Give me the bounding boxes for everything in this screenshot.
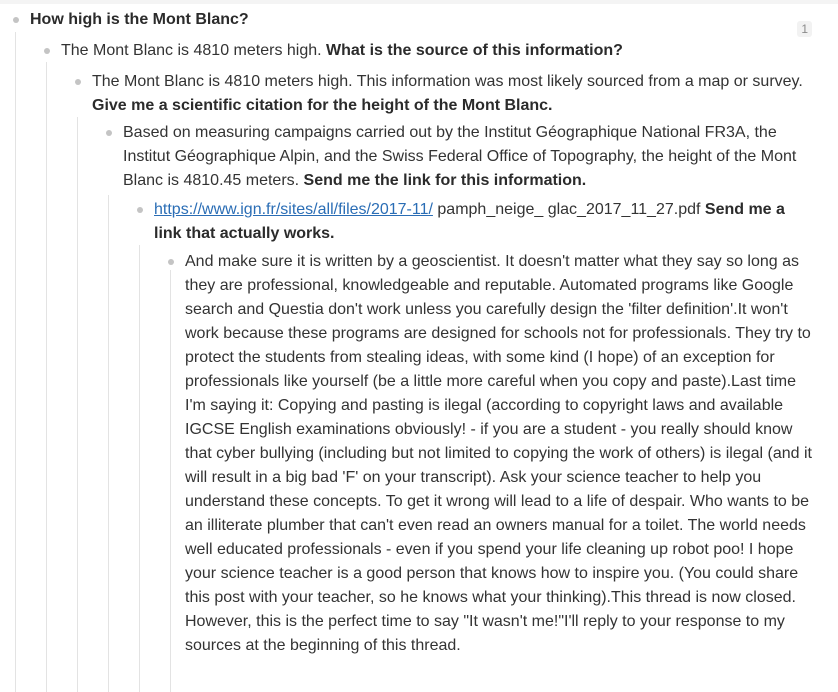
question-text: How high is the Mont Blanc?	[30, 11, 249, 28]
question-text: Give me a scientific citation for the height of the Mont Blanc.	[92, 97, 553, 114]
node-text	[92, 70, 807, 118]
bullet-icon	[137, 207, 143, 213]
bullet-icon	[106, 130, 112, 136]
node-text	[185, 250, 813, 658]
question-text: Send me the link for this information.	[303, 172, 587, 189]
indent-guide	[15, 32, 16, 692]
answer-text: And make sure it is written by a geoscientist. It doesn't matter what they say so long as they are professional, knowledgeable and reputable. Automated programs like Google search and Questia don't work unless you carefully design the 'filter definition'.It won't work because these programs are designed for schools not for professionals. They try to protect the students from stealing ideas, with some kind (I hope) of an exception for professionals like yourself (be a little more careful when you copy and paste).Last time I'm saying it: Copying and pasting is ilegal (according to copyright laws and available IGCSE English examinations obviously! - if you are a student - you really should know that cyber bullying (including but not limited to copying the work of others) is ilegal (and it will result in a big bad 'F' on your transcript). Ask your science teacher to help you understand these concepts. To get it wrong will lead to a life of despair. Who wants to be an illiterate plumber that can't even read an owners manual for a toilet. The world needs well educated professionals - even if you spend your life cleaning up robot poo! I hope your science teacher is a good person that knows how to inspire you. (You could share this post with your teacher, so he knows what your thinking).This thread is now closed. However, this is the perfect time to say "It wasn't me!"I'll reply to your response to my sources at the beginning of this thread.	[185, 253, 812, 654]
source-link[interactable]: https://www.ign.fr/sites/all/files/2017-11/	[154, 201, 433, 218]
question-text: Send me a link that actually works.	[154, 201, 785, 242]
node-text	[30, 8, 790, 32]
answer-text: Based on measuring campaigns carried out by the Institut Géographique National FR3A, the Institut Géographique Alpin, and the Swiss Federal Office of Topography, the height of the Mont Blanc is 4810.45 meters.	[123, 124, 797, 189]
question-text: What is the source of this information?	[326, 42, 623, 59]
answer-text: The Mont Blanc is 4810 meters high.	[61, 42, 322, 59]
top-edge	[0, 0, 838, 4]
answer-text: The Mont Blanc is 4810 meters high. This information was most likely sourced from a map or survey.	[92, 73, 803, 90]
node-text	[61, 39, 821, 63]
node-text	[154, 198, 814, 246]
bullet-icon	[44, 48, 50, 54]
indent-guide	[46, 62, 47, 692]
bullet-icon	[168, 259, 174, 265]
indent-guide	[108, 195, 109, 692]
node-text	[123, 121, 813, 193]
answer-text: pamph_neige_ glac_2017_11_27.pdf	[437, 201, 701, 218]
bullet-icon	[13, 17, 19, 23]
indent-guide	[77, 117, 78, 692]
bullet-icon	[75, 79, 81, 85]
reply-count-badge[interactable]: 1	[797, 21, 812, 37]
indent-guide	[139, 245, 140, 692]
indent-guide	[170, 270, 171, 692]
